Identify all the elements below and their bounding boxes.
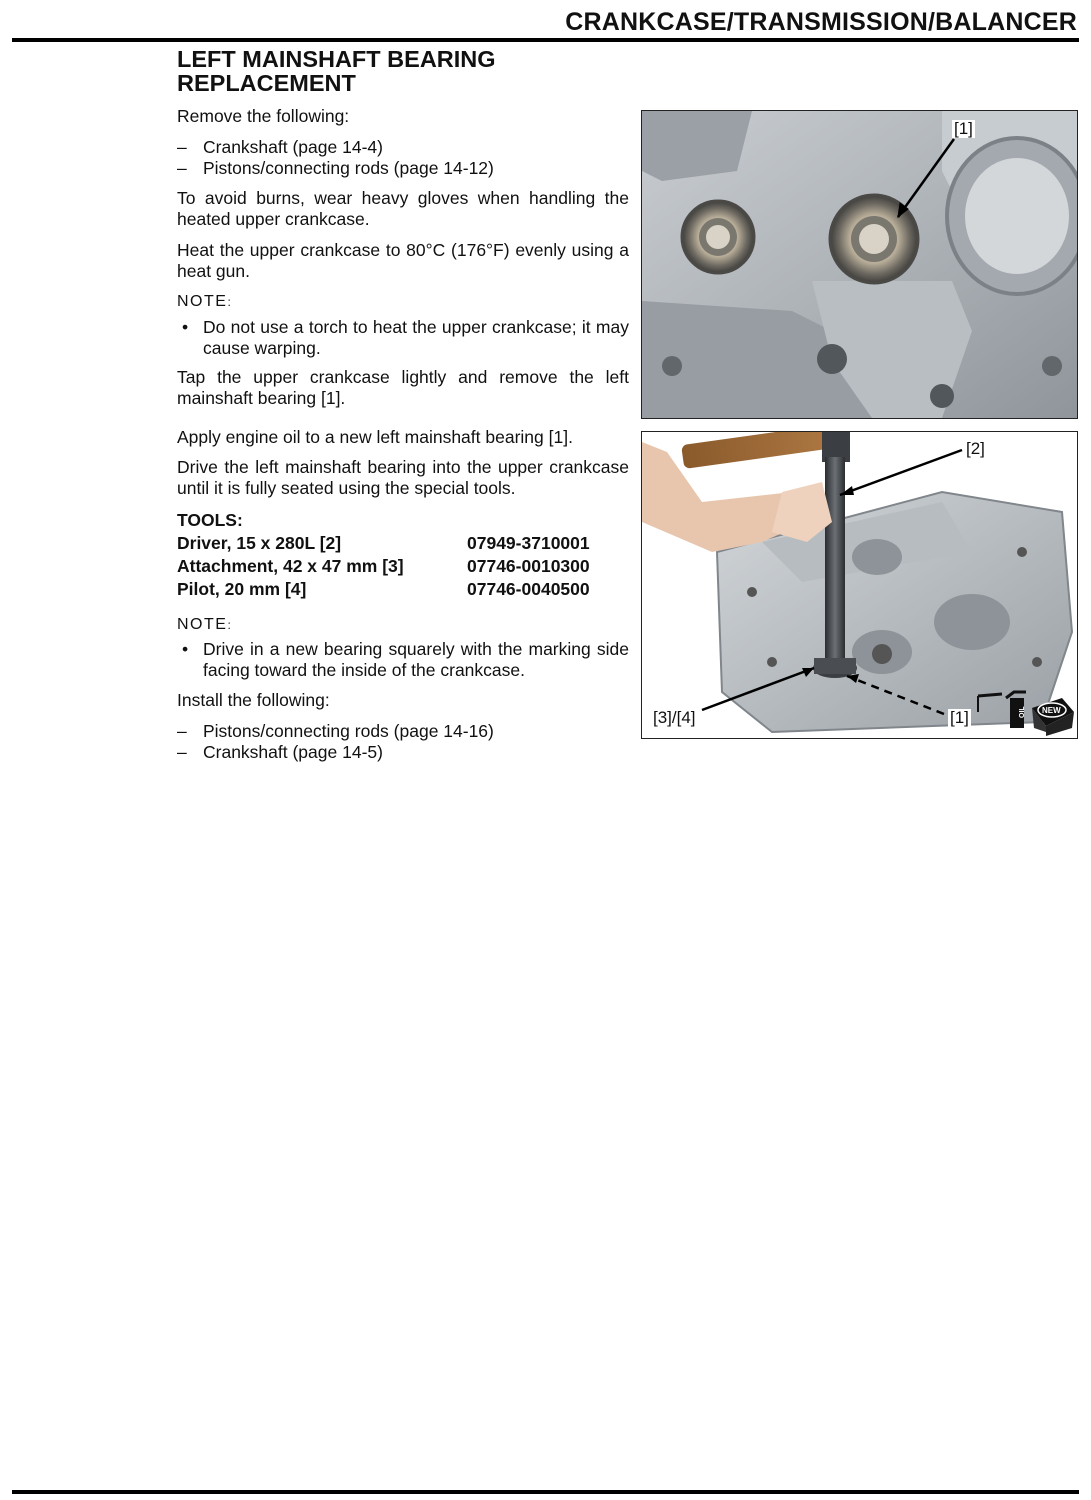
apply-instruction: Apply engine oil to a new left mainshaft bearing [1]. bbox=[177, 427, 573, 447]
drive-instruction: Drive the left mainshaft bearing into the upper crankcase until it is fully seated using the special tools. bbox=[177, 457, 629, 498]
list-item: – Crankshaft (page 14-4) bbox=[177, 137, 629, 158]
gloves-warning: To avoid burns, wear heavy gloves when handling the heated upper crankcase. bbox=[177, 188, 629, 229]
install-list bbox=[177, 721, 629, 762]
installation-photo-illustration bbox=[642, 432, 1077, 738]
tool-name: Attachment, 42 x 47 mm [3] bbox=[177, 556, 404, 576]
tool-row bbox=[177, 579, 617, 601]
callout-label: [2] bbox=[966, 439, 985, 458]
svg-text:OIL: OIL bbox=[1019, 706, 1026, 718]
tool-number: 07746-0010300 bbox=[467, 556, 590, 576]
tool-row bbox=[177, 533, 617, 555]
tool-row bbox=[177, 556, 617, 578]
list-item: • Do not use a torch to heat the upper crankcase; it may cause warping. bbox=[177, 317, 629, 358]
crankcase-photo-illustration bbox=[642, 111, 1077, 418]
note-label: NOTE: bbox=[177, 293, 233, 310]
tool-number: 07949-3710001 bbox=[467, 533, 590, 553]
chapter-title: CRANKCASE/TRANSMISSION/BALANCER bbox=[565, 8, 1077, 36]
removal-list bbox=[177, 137, 629, 178]
note-label: NOTE: bbox=[177, 616, 233, 633]
section-title-line1: LEFT MAINSHAFT BEARING bbox=[177, 46, 496, 72]
svg-text:NEW: NEW bbox=[1042, 706, 1061, 715]
tool-name: Driver, 15 x 280L [2] bbox=[177, 533, 342, 553]
tool-name: Pilot, 20 mm [4] bbox=[177, 579, 307, 599]
removal-intro: Remove the following: bbox=[177, 106, 350, 126]
header-rule bbox=[12, 38, 1079, 42]
tap-instruction: Tap the upper crankcase lightly and remove the left mainshaft bearing [1]. bbox=[177, 367, 629, 408]
figure-bearing-installation bbox=[641, 431, 1078, 739]
callout-label: [1] bbox=[954, 119, 973, 138]
note-list bbox=[177, 639, 629, 680]
list-item: – Pistons/connecting rods (page 14-12) bbox=[177, 158, 629, 179]
tool-number: 07746-0040500 bbox=[467, 579, 590, 599]
heat-instruction: Heat the upper crankcase to 80°C (176°F) evenly using a heat gun. bbox=[177, 240, 629, 281]
section-title bbox=[177, 47, 617, 95]
install-intro: Install the following: bbox=[177, 690, 330, 710]
callout-label: [1] bbox=[950, 708, 969, 727]
tools-title: TOOLS: bbox=[177, 510, 243, 530]
list-item: – Pistons/connecting rods (page 14-16) bbox=[177, 721, 629, 742]
list-item: – Crankshaft (page 14-5) bbox=[177, 742, 629, 763]
note-list bbox=[177, 317, 629, 358]
list-item: • Drive in a new bearing squarely with the marking side facing toward the inside of the crankcase. bbox=[177, 639, 629, 680]
footer-rule bbox=[12, 1490, 1079, 1494]
figure-crankcase-bearing-removal bbox=[641, 110, 1078, 419]
section-title-line2: REPLACEMENT bbox=[177, 70, 356, 96]
callout-label: [3]/[4] bbox=[653, 708, 696, 727]
